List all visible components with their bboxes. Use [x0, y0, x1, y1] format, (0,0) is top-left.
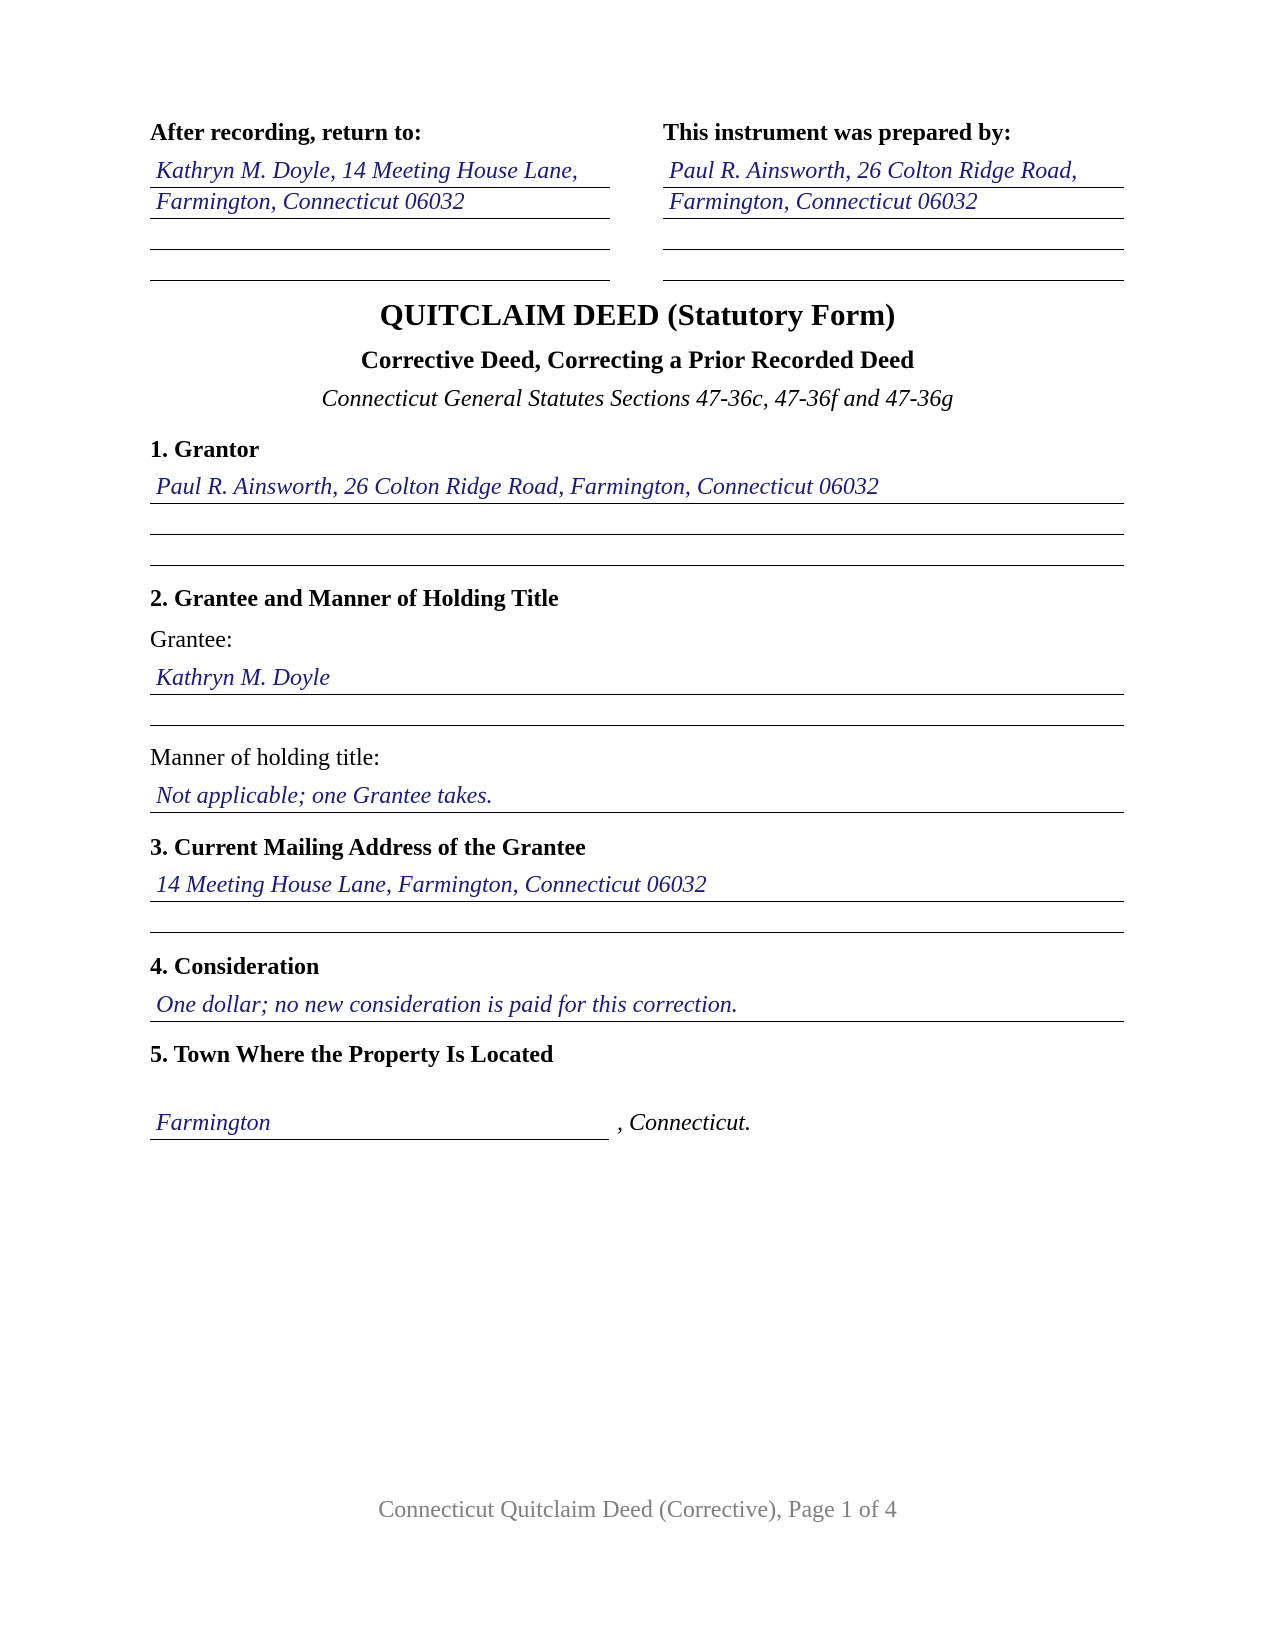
prepared-by-line-1-text: Paul R. Ainsworth, 26 Colton Ridge Road,: [669, 158, 1078, 184]
grantee-line-1-text: Kathryn M. Doyle: [156, 665, 330, 691]
grantor-line-1-text: Paul R. Ainsworth, 26 Colton Ridge Road, Farmington, Connecticut 06032: [156, 474, 879, 500]
grantee-line-1[interactable]: [150, 665, 1124, 695]
mailing-address-line-2[interactable]: [150, 903, 1124, 933]
prepared-by-line-2-text: Farmington, Connecticut 06032: [669, 189, 978, 215]
mailing-address-heading: 3. Current Mailing Address of the Grantee: [150, 835, 586, 861]
return-to-line-1-text: Kathryn M. Doyle, 14 Meeting House Lane,: [156, 158, 578, 184]
grantor-line-3[interactable]: [150, 536, 1124, 566]
grantor-line-1[interactable]: [150, 474, 1124, 504]
manner-field[interactable]: [150, 783, 1124, 813]
prepared-by-line-4[interactable]: [663, 251, 1124, 281]
return-to-line-4[interactable]: [150, 251, 610, 281]
town-heading: 5. Town Where the Property Is Located: [150, 1042, 554, 1068]
consideration-heading: 4. Consideration: [150, 954, 320, 980]
mailing-address-line-1[interactable]: [150, 872, 1124, 902]
prepared-by-line-1[interactable]: [663, 158, 1124, 188]
grantor-heading: 1. Grantor: [150, 437, 260, 463]
town-field[interactable]: [150, 1110, 609, 1140]
grantee-label: Grantee:: [150, 627, 233, 653]
return-to-line-1[interactable]: [150, 158, 610, 188]
manner-field-text: Not applicable; one Grantee takes.: [156, 783, 493, 809]
return-to-line-2-text: Farmington, Connecticut 06032: [156, 189, 465, 215]
town-state-suffix: , Connecticut.: [617, 1110, 751, 1136]
town-field-text: Farmington: [156, 1110, 271, 1136]
document-subtitle: Corrective Deed, Correcting a Prior Recorded Deed: [360, 347, 915, 374]
return-to-line-2[interactable]: [150, 189, 610, 219]
prepared-by-line-3[interactable]: [663, 220, 1124, 250]
consideration-field[interactable]: [150, 992, 1124, 1022]
return-to-heading: After recording, return to:: [150, 120, 422, 146]
manner-label: Manner of holding title:: [150, 745, 380, 771]
document-title: QUITCLAIM DEED (Statutory Form): [379, 297, 896, 332]
prepared-by-line-2[interactable]: [663, 189, 1124, 219]
consideration-field-text: One dollar; no new consideration is paid for this correction.: [156, 992, 738, 1018]
statute-reference: Connecticut General Statutes Sections 47-36c, 47-36f and 47-36g: [321, 386, 954, 412]
prepared-by-heading: This instrument was prepared by:: [663, 120, 1012, 146]
mailing-address-line-1-text: 14 Meeting House Lane, Farmington, Connecticut 06032: [156, 872, 707, 898]
page-footer: Connecticut Quitclaim Deed (Corrective), Page 1 of 4: [378, 1497, 897, 1523]
grantor-line-2[interactable]: [150, 505, 1124, 535]
return-to-line-3[interactable]: [150, 220, 610, 250]
grantee-heading: 2. Grantee and Manner of Holding Title: [150, 586, 559, 612]
grantee-line-2[interactable]: [150, 696, 1124, 726]
